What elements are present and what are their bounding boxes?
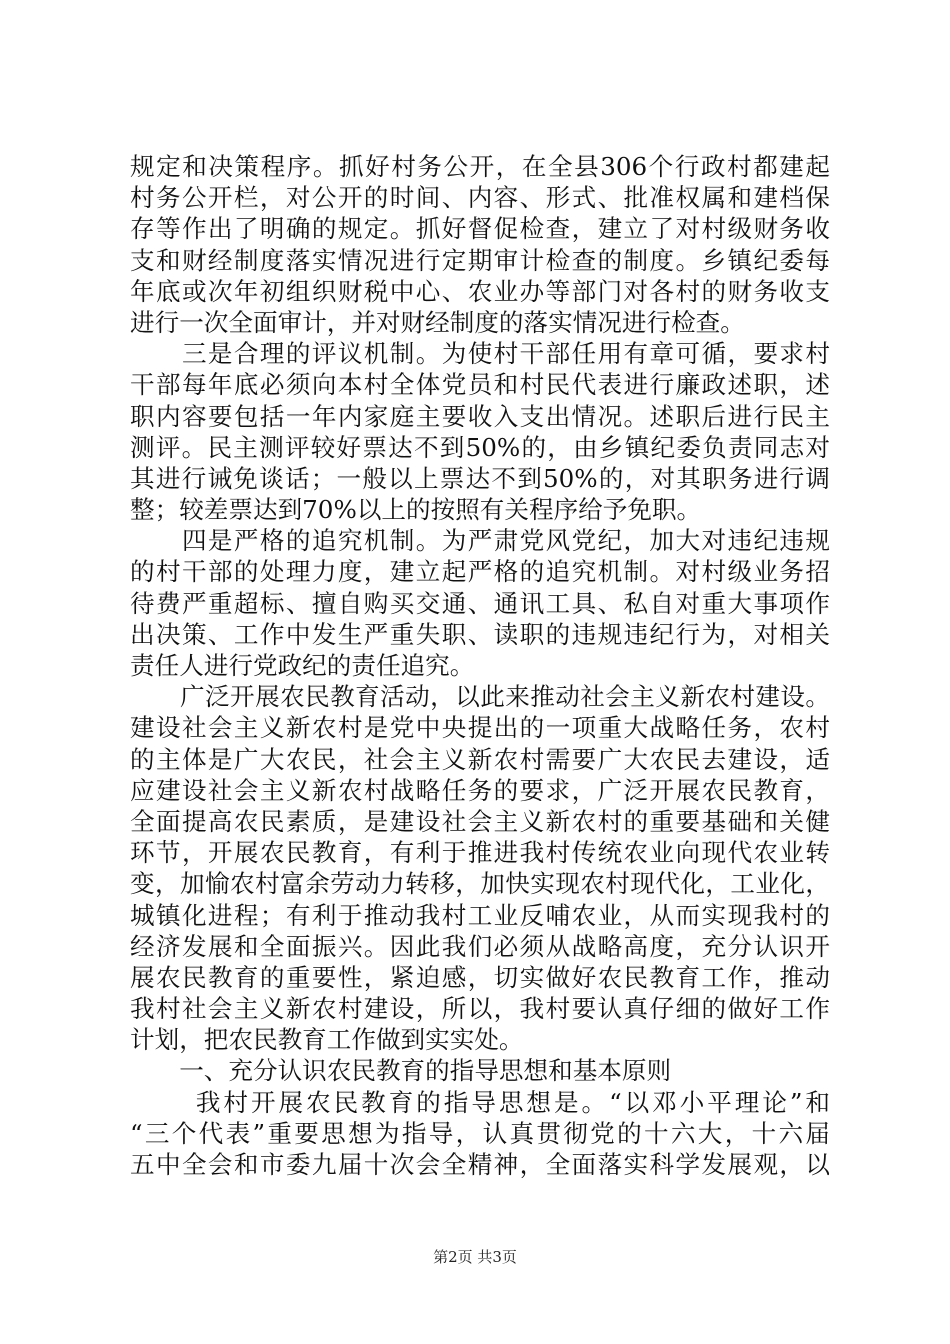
text-line: 环节，开展农民教育，有利于推进我村传统农业向现代农业转 (130, 838, 830, 868)
text-line: 出决策、工作中发生严重失职、读职的违规违纪行为，对相关 (130, 619, 830, 649)
text-line: 村务公开栏，对公开的时间、内容、形式、批准权属和建档保 (130, 183, 830, 213)
text-line: 责任人进行党政纪的责任追究。 (130, 651, 475, 680)
text-line: 整；较差票达到70%以上的按照有关程序给予免职。 (130, 495, 702, 525)
text-line: 我村社会主义新农村建设，所以，我村要认真仔细的做好工作 (130, 994, 830, 1024)
text-line: 四是严格的追究机制。为严肃党风党纪，加大对违纪违规 (130, 526, 830, 556)
text-line: 经济发展和全面振兴。因此我们必须从战略高度，充分认识开 (130, 931, 830, 961)
text-line: 计划，把农民教育工作做到实实处。 (130, 1025, 524, 1055)
text-line: 展农民教育的重要性，紧迫感，切实做好农民教育工作，推动 (130, 962, 830, 992)
text-line: 五中全会和市委九届十次会全精神，全面落实科学发展观，以 (130, 1150, 830, 1179)
text-line: 我村开展农民教育的指导思想是。“以邓小平理论”和 (130, 1087, 830, 1117)
text-line: 的村干部的处理力度，建立起严格的追究机制。对村级业务招 (130, 557, 830, 587)
text-line: 应建设社会主义新农村战略任务的要求，广泛开展农民教育， (130, 775, 830, 805)
text-line: “三个代表”重要思想为指导，认真贯彻党的十六大，十六届 (130, 1118, 830, 1148)
text-line: 其进行诫免谈话；一般以上票达不到50%的，对其职务进行调 (130, 463, 830, 493)
text-line: 规定和决策程序。抓好村务公开，在全县306个行政村都建起 (130, 152, 830, 181)
text-line: 一、充分认识农民教育的指导思想和基本原则 (130, 1056, 672, 1086)
text-line: 城镇化进程；有利于推动我村工业反哺农业，从而实现我村的 (130, 900, 830, 930)
text-line: 存等作出了明确的规定。抓好督促检查，建立了对村级财务收 (130, 214, 830, 244)
text-line: 广泛开展农民教育活动，以此来推动社会主义新农村建设。 (130, 682, 830, 712)
document-body (130, 151, 830, 1180)
text-line: 建设社会主义新农村是党中央提出的一项重大战略任务，农村 (130, 713, 830, 743)
text-line: 待费严重超标、擅自购买交通、通讯工具、私自对重大事项作 (130, 588, 830, 618)
text-line: 支和财经制度落实情况进行定期审计检查的制度。乡镇纪委每 (130, 245, 830, 275)
page-footer: 第2页 共3页 (433, 1248, 517, 1266)
text-line: 进行一次全面审计，并对财经制度的落实情况进行检查。 (130, 307, 745, 337)
text-line: 年底或次年初组织财税中心、农业办等部门对各村的财务收支 (130, 276, 830, 306)
text-line: 职内容要包括一年内家庭主要收入支出情况。述职后进行民主 (130, 401, 830, 431)
text-line: 变，加愉农村富余劳动力转移，加快实现农村现代化，工业化， (130, 869, 830, 899)
text-line: 测评。民主测评较好票达不到50%的，由乡镇纪委负责同志对 (130, 432, 830, 462)
text-line: 干部每年底必须向本村全体党员和村民代表进行廉政述职，述 (130, 370, 830, 400)
text-line: 的主体是广大农民，社会主义新农村需要广大农民去建设，适 (130, 744, 830, 774)
text-line: 三是合理的评议机制。为使村干部任用有章可循，要求村 (130, 339, 830, 369)
text-line: 全面提高农民素质，是建设社会主义新农村的重要基础和关健 (130, 806, 830, 836)
